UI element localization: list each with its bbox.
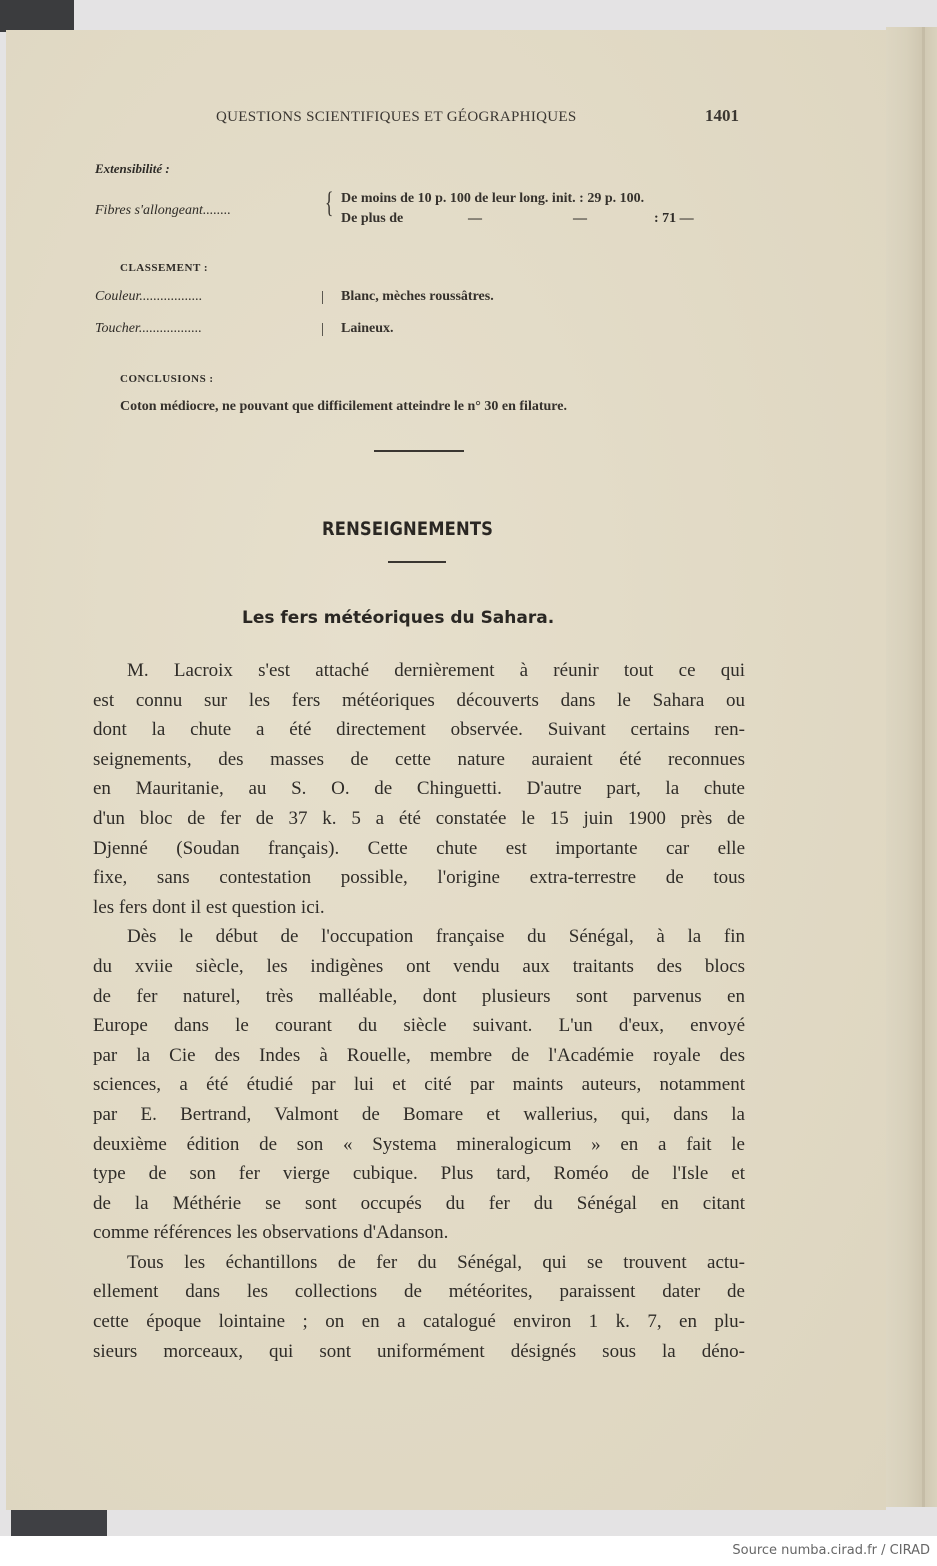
couleur-value: Blanc, mèches roussâtres. xyxy=(341,289,494,304)
page-number: 1401 xyxy=(705,106,739,125)
article-line: comme références les observations d'Adanson. xyxy=(93,1222,449,1244)
conclusions-text: Coton médiocre, ne pouvant que difficilement atteindre le n° 30 en filature. xyxy=(120,399,567,414)
fibres-row-2-dash-2: — xyxy=(573,211,587,226)
section-divider-bottom xyxy=(388,561,446,563)
scanner-border-top xyxy=(0,0,74,32)
fibres-row-2-value: : 71 — xyxy=(654,211,694,226)
couleur-label: Couleur.................. xyxy=(95,289,203,304)
article-line: dont la chute a été directement observée. Suivant certains ren- xyxy=(93,719,745,741)
article-line: Tous les échantillons de fer du Sénégal, qui se trouvent actu- xyxy=(127,1251,745,1273)
article-title: Les fers météoriques du Sahara. xyxy=(242,608,555,628)
page-edge-stack xyxy=(886,27,937,1507)
conclusions-heading: CONCLUSIONS : xyxy=(120,373,214,385)
article-line: fixe, sans contestation possible, l'origine extra-terrestre de tous xyxy=(93,867,745,889)
article-line: Djenné (Soudan français). Cette chute est importante car elle xyxy=(93,837,745,859)
article-line: du xviie siècle, les indigènes ont vendu aux traitants des blocs xyxy=(93,955,745,977)
fibres-row-2: De plus de xyxy=(341,211,404,226)
article-line: deuxième édition de son « Systema mineralogicum » en a fait le xyxy=(93,1133,745,1155)
article-line: M. Lacroix s'est attaché dernièrement à réunir tout ce qui xyxy=(127,660,745,681)
running-head: QUESTIONS SCIENTIFIQUES ET GÉOGRAPHIQUES xyxy=(216,109,577,125)
article-line: de fer naturel, très malléable, dont plusieurs sont parvenus en xyxy=(93,985,745,1007)
article-line: sciences, a été étudié par lui et cité par maints auteurs, notamment xyxy=(93,1074,745,1096)
article-line: par la Cie des Indes à Rouelle, membre de l'Académie royale des xyxy=(93,1044,745,1066)
article-line: seignements, des masses de cette nature auraient été reconnues xyxy=(93,748,745,770)
fibres-row-2-dash-1: — xyxy=(468,211,482,226)
source-caption: Source numba.cirad.fr / CIRAD xyxy=(732,1543,930,1558)
article-line: type de son fer vierge cubique. Plus tard, Roméo de l'Isle et xyxy=(93,1163,745,1185)
article-line: de la Méthérie se sont occupés du fer du Sénégal en citant xyxy=(93,1192,745,1214)
article-line: en Mauritanie, au S. O. de Chinguetti. D'autre part, la chute xyxy=(93,778,745,800)
classement-heading: CLASSEMENT : xyxy=(120,262,209,274)
fibres-label: Fibres s'allongeant........ xyxy=(95,203,231,218)
section-title: RENSEIGNEMENTS xyxy=(322,518,494,540)
article-line: par E. Bertrand, Valmont de Bomare et wallerius, qui, dans la xyxy=(93,1103,745,1125)
article-line: Dès le début de l'occupation française du Sénégal, à la fin xyxy=(127,926,745,948)
toucher-separator: | xyxy=(321,321,325,337)
article-line: Europe dans le courant du siècle suivant. L'un d'eux, envoyé xyxy=(93,1015,745,1037)
brace-symbol: { xyxy=(324,186,334,219)
toucher-value: Laineux. xyxy=(341,321,394,336)
article-line: ellement dans les collections de météorites, paraissent dater de xyxy=(93,1281,745,1303)
scanner-border-bottom xyxy=(11,1510,107,1536)
article-line: d'un bloc de fer de 37 k. 5 a été constatée le 15 juin 1900 près de xyxy=(93,807,745,829)
article-line: cette époque lointaine ; on en a catalogué environ 1 k. 7, en plu- xyxy=(93,1311,745,1333)
article-line: les fers dont il est question ici. xyxy=(93,896,325,918)
article-line: est connu sur les fers météoriques découverts dans le Sahara ou xyxy=(93,689,745,711)
article-line: sieurs morceaux, qui sont uniformément désignés sous la déno- xyxy=(93,1340,745,1362)
article-body xyxy=(93,656,745,1366)
toucher-label: Toucher.................. xyxy=(95,321,202,336)
extensibility-label: Extensibilité : xyxy=(95,161,170,176)
couleur-separator: | xyxy=(321,289,325,305)
fibres-row-1: De moins de 10 p. 100 de leur long. init. : 29 p. 100. xyxy=(341,191,645,206)
section-divider-top xyxy=(374,450,464,452)
